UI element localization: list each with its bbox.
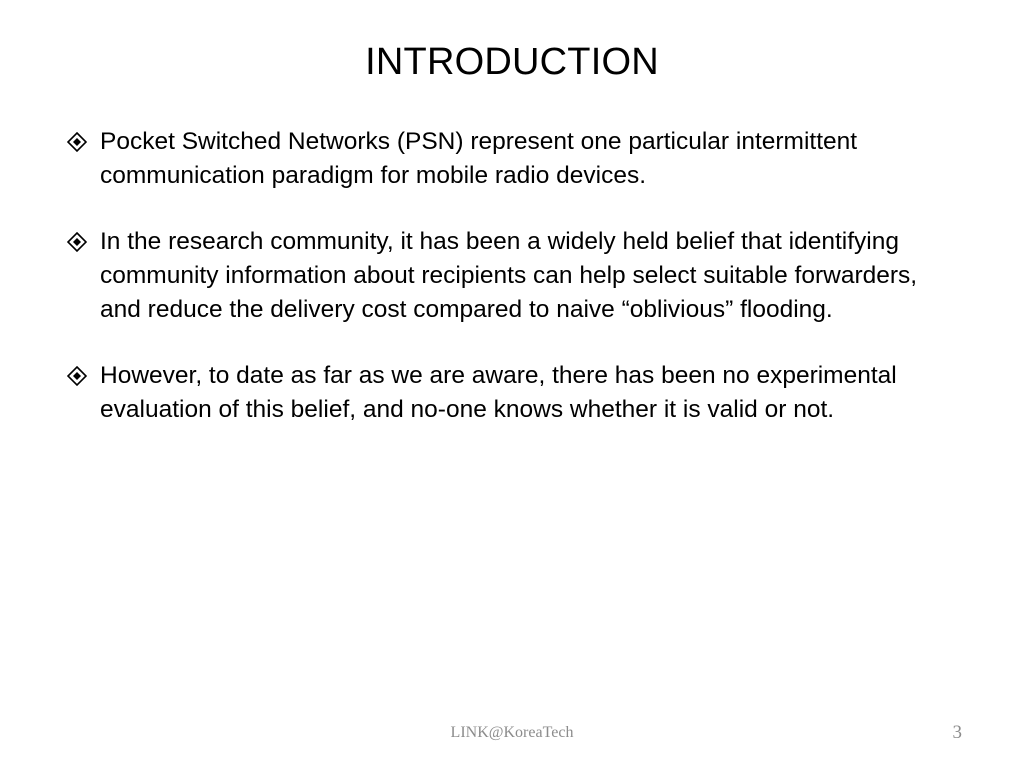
slide-title: INTRODUCTION — [365, 41, 659, 83]
bullet-item-3 — [64, 359, 964, 427]
footer-text: LINK@KoreaTech — [450, 724, 574, 741]
page-number: 3 — [952, 722, 962, 743]
bullet-list — [64, 125, 964, 459]
bullet-text: However, to date as far as we are aware, there has been no experimental evaluation of this belief, and no-one knows whether it is valid or not. — [100, 362, 897, 423]
bullet-text: In the research community, it has been a widely held belief that identifying community information about recipients can help select suitable forwarders, and reduce the delivery cost compared to naive “oblivious” flooding. — [100, 228, 918, 323]
diamond-bullet-icon — [67, 232, 87, 252]
diamond-bullet-icon — [67, 366, 87, 386]
diamond-bullet-icon — [67, 132, 87, 152]
bullet-item-2 — [64, 225, 964, 327]
bullet-text: Pocket Switched Networks (PSN) represent one particular intermittent communication paradigm for mobile radio devices. — [100, 128, 858, 189]
bullet-item-1 — [64, 125, 964, 193]
